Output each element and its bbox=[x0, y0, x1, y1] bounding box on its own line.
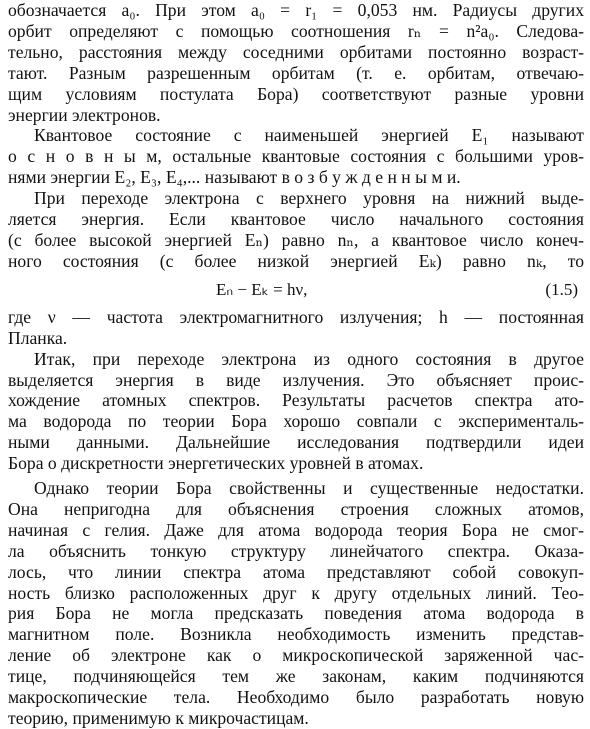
text-line: ма водорода по теории Бора хорошо совпали с эксперименталь- bbox=[8, 411, 584, 432]
text-line: выделяется энергия в виде излучения. Это объясняет проис- bbox=[8, 369, 584, 390]
text-line: Бора о дискретности энергетических уровней в атомах. bbox=[8, 453, 424, 474]
text-line: орбит определяют с помощью соотношения rₙ = n²a₀. Следова- bbox=[8, 20, 584, 41]
text-line: тают. Разным разрешенным орбитам (т. е. орбитам, отвечаю- bbox=[8, 62, 584, 83]
text-line: Она непригодна для объяснения строения сложных атомов, bbox=[8, 498, 584, 519]
text-line: о с н о в н ы м, остальные квантовые состояния с большими уров- bbox=[8, 146, 584, 167]
text-line: щим условиям постулата Бора) соответствуют разные уровни bbox=[8, 83, 584, 104]
text-line: ными данными. Дальнейшие исследования подтвердили идеи bbox=[8, 432, 584, 453]
text-line: энергии электронов. bbox=[8, 104, 161, 125]
text-line: обозначается a₀. При этом a₀ = r₁ = 0,053 нм. Радиусы других bbox=[8, 0, 584, 20]
paragraph-atomic-spectra bbox=[8, 349, 584, 474]
text-line: тице, подчиняющейся тем же законам, каким подчиняются bbox=[8, 666, 584, 687]
text-line: рия Бора не могла предсказать поведения атома водорода в bbox=[8, 603, 584, 624]
text-line: Квантовое состояние с наименьшей энергией E₁ называют bbox=[34, 125, 584, 146]
paragraph-quantum-states bbox=[8, 125, 584, 188]
text-line: нями энергии E₂, E₃, E₄,... называют в о з б у ж д е н н ы м и. bbox=[8, 167, 461, 188]
text-line: лось, что линии спектра атома представляют собой совокуп- bbox=[8, 561, 584, 582]
text-line: ление об электроне как о микроскопической заряженной час- bbox=[8, 645, 584, 666]
text-line: При переходе электрона с верхнего уровня на нижний выде- bbox=[34, 188, 584, 209]
paragraph-bohr-orbits bbox=[8, 0, 584, 125]
text-line: ного состояния (с более низкой энергией Eₖ) равно nₖ, то bbox=[8, 250, 584, 271]
text-line: магнитном поле. Возникла необходимость изменить представ- bbox=[8, 624, 584, 645]
paragraph-transition bbox=[8, 188, 584, 272]
equation-expression: Eₙ − Eₖ = hν, bbox=[216, 279, 308, 299]
text-line: ляется энергия. Если квантовое число начального состояния bbox=[8, 209, 584, 230]
text-line: ность близко расположенных друг к другу отдельных линий. Тео- bbox=[8, 582, 584, 603]
text-line: где ν — частота электромагнитного излучения; h — постоянная bbox=[8, 306, 584, 327]
text-line: (с более высокой энергией Eₙ) равно nₙ, а квантовое число конеч- bbox=[8, 229, 584, 250]
text-line: макроскопические тела. Необходимо было разработать новую bbox=[8, 687, 584, 708]
text-line: хождение атомных спектров. Результаты расчетов спектра ато- bbox=[8, 390, 584, 411]
text-line: Итак, при переходе электрона из одного состояния в другое bbox=[34, 348, 584, 369]
paragraph-bohr-shortcomings bbox=[8, 478, 584, 729]
text-line: Планка. bbox=[8, 327, 68, 348]
text-line: ла объяснить тонкую структуру линейчатого спектра. Оказа- bbox=[8, 540, 584, 561]
equation-number: (1.5) bbox=[545, 279, 578, 299]
equation-1-5 bbox=[8, 272, 584, 307]
paragraph-where bbox=[8, 307, 584, 349]
text-line: теорию, применимую к микрочастицам. bbox=[8, 708, 309, 728]
text-line: тельно, расстояния между соседними орбитами постоянно возраст- bbox=[8, 41, 584, 62]
text-line: Однако теории Бора свойственны и существенные недостатки. bbox=[34, 478, 584, 499]
text-line: начиная с гелия. Даже для атома водорода теория Бора не смог- bbox=[8, 519, 584, 540]
